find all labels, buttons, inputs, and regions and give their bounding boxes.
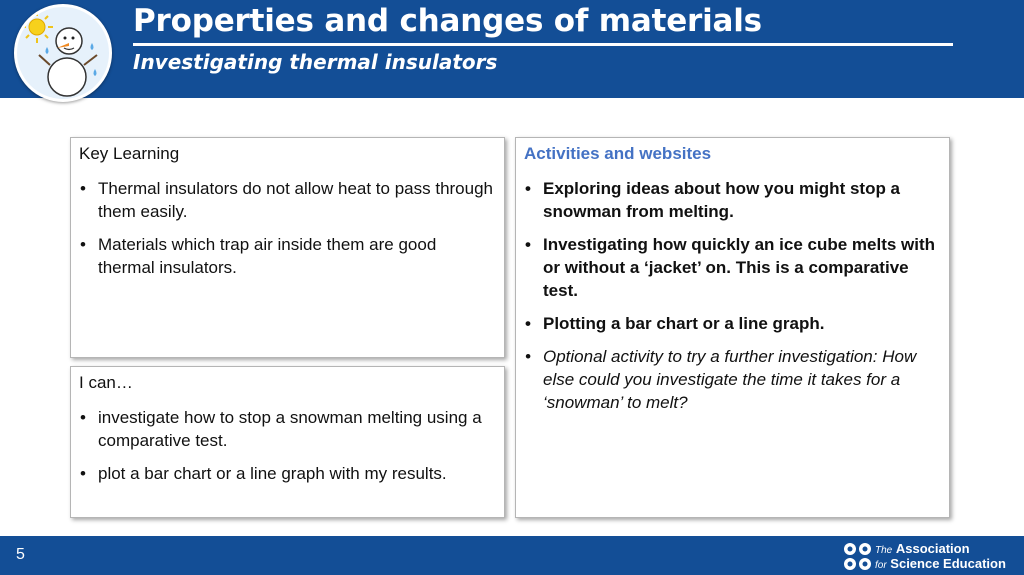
list-item: • Thermal insulators do not allow heat to pass through them easily. (79, 177, 496, 223)
header-banner (0, 0, 1024, 98)
activities-heading: Activities and websites (524, 144, 712, 163)
snowman-sun-icon (14, 4, 112, 102)
list-item: • Investigating how quickly an ice cube melts with or without a ‘jacket’ on. This is a comparative test. (524, 233, 941, 302)
key-learning-heading: Key Learning (79, 144, 180, 163)
page-number: 5 (16, 546, 25, 563)
list-item: • Materials which trap air inside them are good thermal insulators. (79, 233, 496, 279)
footer-bar (0, 536, 1024, 575)
key-learning-list (79, 177, 496, 279)
i-can-list (79, 406, 496, 485)
ase-logo (844, 541, 1014, 571)
list-item: • plot a bar chart or a line graph with my results. (79, 462, 496, 485)
ase-logo-line2: for Science Education (875, 556, 1006, 571)
page-subtitle: Investigating thermal insulators (133, 50, 498, 74)
activities-box (515, 137, 950, 518)
page-title: Properties and changes of materials (133, 3, 762, 39)
title-divider (133, 43, 953, 46)
list-item: • Exploring ideas about how you might stop a snowman from melting. (524, 177, 941, 223)
list-item: • investigate how to stop a snowman melting using a comparative test. (79, 406, 496, 452)
list-item: • Plotting a bar chart or a line graph. (524, 312, 941, 335)
i-can-heading: I can… (79, 373, 133, 392)
ase-logo-icon (844, 543, 871, 570)
key-learning-box (70, 137, 505, 358)
ase-logo-line1: The Association (875, 541, 970, 556)
i-can-box (70, 366, 505, 518)
activities-list (524, 177, 941, 414)
list-item: • Optional activity to try a further investigation: How else could you investigate the time it takes for a ‘snowman’ to melt? (524, 345, 941, 414)
